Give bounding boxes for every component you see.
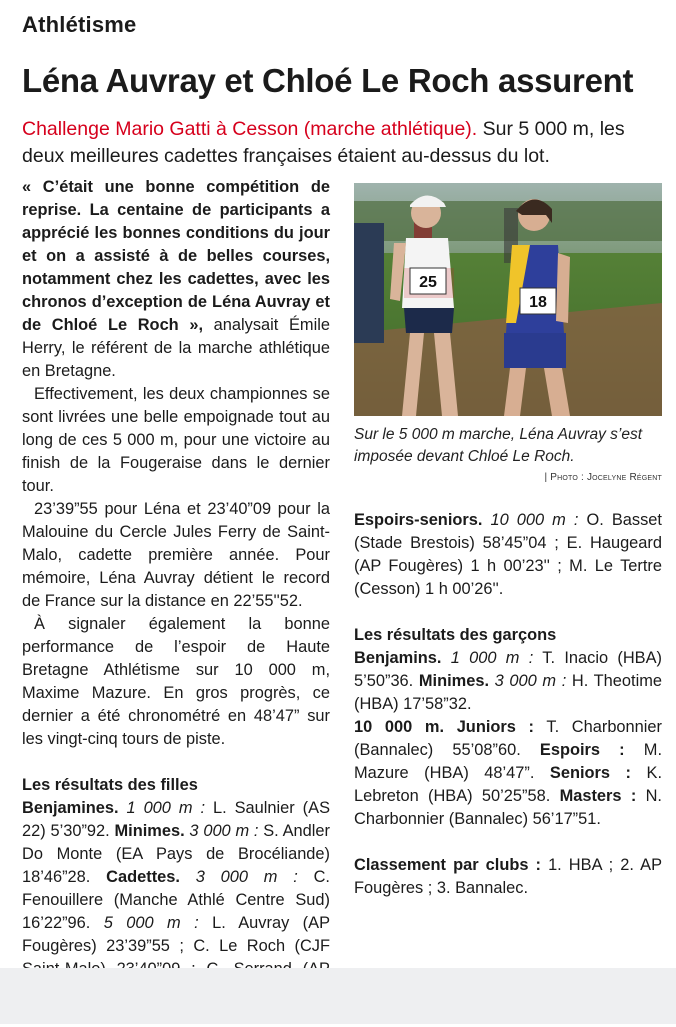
body-paragraph-2: Effectivement, les deux championnes se sont livrées une belle empoignade tout au long de ces 5 000 m, pour une victoire au finish de la Fougeraise dans le dernier tour. [22, 385, 330, 495]
photo-caption: Sur le 5 000 m marche, Léna Auvray s’est imposée devant Chloé Le Roch. [354, 426, 643, 465]
boys-results-text: Benjamins. 1 000 m : T. Inacio (HBA) 5’50”36. Minimes. 3 000 m : H. Theotime (HBA) 17’58”32. [354, 649, 662, 713]
boys-results-heading: Les résultats des garçons [354, 626, 557, 644]
article-column-left [22, 176, 330, 1027]
bib-number-left: 25 [419, 274, 437, 291]
boys-results-10000: 10 000 m. Juniors : T. Charbonnier (Bannalec) 55’08”60. Espoirs : M. Mazure (HBA) 48’47”. Seniors : K. Lebreton (HBA) 50’25”58. Masters : N. Charbonnier (Bannalec) 56’17”51. [354, 718, 662, 828]
quote-attribution: analysait Émile Herry, le référent de la marche athlétique en Bretagne. [22, 316, 330, 380]
section-label: Athlétisme [22, 12, 137, 37]
photo-credit: | Photo : Jocelyne Régent [544, 472, 662, 483]
quote-paragraph [22, 176, 330, 383]
page-bottom-margin [0, 968, 676, 1024]
race-photo [354, 183, 662, 416]
headline: Léna Auvray et Chloé Le Roch assurent [22, 62, 634, 99]
club-ranking: Classement par clubs : 1. HBA ; 2. AP Fougères ; 3. Bannalec. [354, 856, 662, 897]
race-walkers-image [354, 183, 662, 416]
lead-text: Sur 5 000 m, les deux meilleures cadettes françaises étaient au-dessus du lot. [22, 118, 625, 167]
lead-event-name: Challenge Mario Gatti à Cesson (marche athlétique). [22, 118, 478, 140]
girls-results-continued: Espoirs-seniors. 10 000 m : O. Basset (Stade Brestois) 58’45”04 ; E. Haugeard (AP Fougères) 1 h 00’23'' ; M. Le Tertre (Cesson) 1 h 00’26''. [354, 511, 662, 598]
article-column-right [354, 509, 662, 900]
girls-cadettes-5000-text: L. Auvray (AP Fougères) 23’39”55 ; C. Le Roch (CJF [22, 914, 330, 955]
body-paragraph-4: À signaler également la bonne performance de l’espoir de Haute Bretagne Athlétisme sur 10 000 m, Maxime Mazure. En gros progrès, ce dernier a été chronométré en 48’47” sur les vingt-cinq tours de piste. [22, 615, 330, 748]
lead-paragraph [22, 116, 662, 170]
girls-results-heading: Les résultats des filles [22, 776, 198, 794]
quote-text: « C’était une bonne compétition de reprise. La centaine de participants a apprécié les bonnes conditions du jour et on a assisté à de belles courses, notamment chez les cadettes, avec les chronos d’exception de Léna Auvray et de Chloé Le Roch », [22, 178, 330, 334]
body-paragraph-3: 23’39”55 pour Léna et 23’40”09 pour la Malouine du Cercle Jules Ferry de Saint-Malo, cadette première année. Pour mémoire, Léna Auvray détient le record de France sur la distance en 22’55''52. [22, 500, 330, 610]
bib-number-right: 18 [529, 294, 547, 311]
girls-results-text: Benjamines. 1 000 m : L. Saulnier (AS 22) 5’30”92. Minimes. 3 000 m : S. Andler Do Monte (EA Pays de Brocéliande) 18’46”28. Cadettes. 3 000 m : C. Fenouillere (Manche Athlé Centre Sud) 16’22”96. 5 000 m : L. Auvray (AP Fougères) 23’39”55 ; C. Le Roch (CJF [22, 797, 330, 1027]
